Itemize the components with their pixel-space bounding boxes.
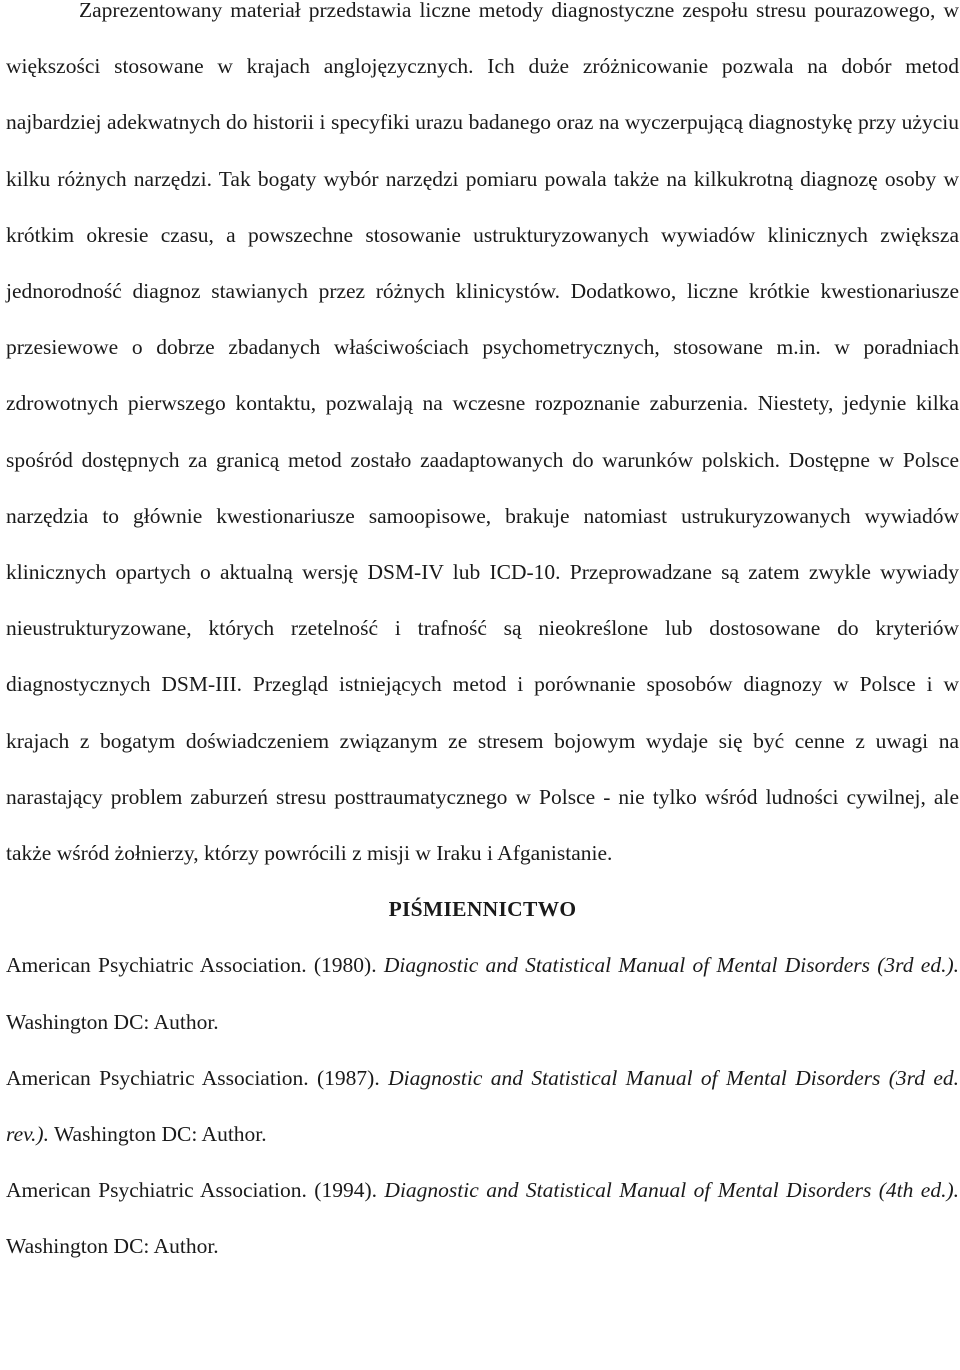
reference-publisher: Washington DC: Author.	[6, 1234, 219, 1259]
reference-item	[6, 1050, 959, 1162]
reference-title: Diagnostic and Statistical Manual of Mental Disorders (3rd ed.).	[383, 953, 959, 978]
reference-item	[6, 1162, 959, 1274]
reference-publisher: Washington DC: Author.	[53, 1122, 267, 1147]
reference-title: Diagnostic and Statistical Manual of Mental Disorders (4th ed.).	[384, 1178, 959, 1203]
reference-authors: American Psychiatric Association. (1987).	[6, 1065, 380, 1090]
reference-item	[6, 937, 959, 1049]
references-heading: PIŚMIENNICTWO	[388, 897, 577, 922]
reference-title: Diagnostic and Statistical Manual of Mental Disorders (3rd ed. rev.).	[6, 1065, 959, 1147]
document-page	[6, 0, 959, 1275]
reference-publisher: Washington DC: Author.	[6, 1009, 219, 1034]
references-list	[6, 937, 959, 1274]
reference-authors: American Psychiatric Association. (1980).	[6, 953, 377, 978]
reference-authors: American Psychiatric Association. (1994).	[6, 1178, 377, 1203]
body-paragraph: Zaprezentowany materiał przedstawia liczne metody diagnostyczne zespołu stresu pourazowego, w większości stosowane w krajach anglojęzycznych. Ich duże zróżnicowanie pozwala na dobór metod najbardziej adekwatnych do historii i specyfiki urazu badanego oraz na wyczerpującą diagnostykę przy użyciu kilku różnych narzędzi. Tak bogaty wybór narzędzi pomiaru powala także na kilkukrotną diagnozę osoby w krótkim okresie czasu, a powszechne stosowanie ustrukturyzowanych wywiadów klinicznych zwiększa jednorodność diagnoz stawianych przez różnych klinicystów. Dodatkowo, liczne krótkie kwestionariusze przesiewowe o dobrze zbadanych właściwościach psychometrycznych, stosowane m.in. w poradniach zdrowotnych pierwszego kontaktu, pozwalają na wczesne rozpoznanie zaburzenia. Niestety, jedynie kilka spośród dostępnych za granicą metod zostało zaadaptowanych do warunków polskich. Dostępne w Polsce narzędzia to głównie kwestionariusze samoopisowe, brakuje natomiast ustrukuryzowanych wywiadów klinicznych opartych o aktualną wersję DSM-IV lub ICD-10. Przeprowadzane są zatem zwykle wywiady nieustrukturyzowane, których rzetelność i trafność są nieokreślone lub dostosowane do kryteriów diagnostycznych DSM-III. Przegląd istniejących metod i porównanie sposobów diagnozy w Polsce i w krajach z bogatym doświadczeniem związanym ze stresem bojowym wydaje się być cenne z uwagi na narastający problem zaburzeń stresu posttraumatycznego w Polsce - nie tylko wśród ludności cywilnej, ale także wśród żołnierzy, którzy powrócili z misji w Iraku i Afganistanie.	[6, 0, 959, 866]
